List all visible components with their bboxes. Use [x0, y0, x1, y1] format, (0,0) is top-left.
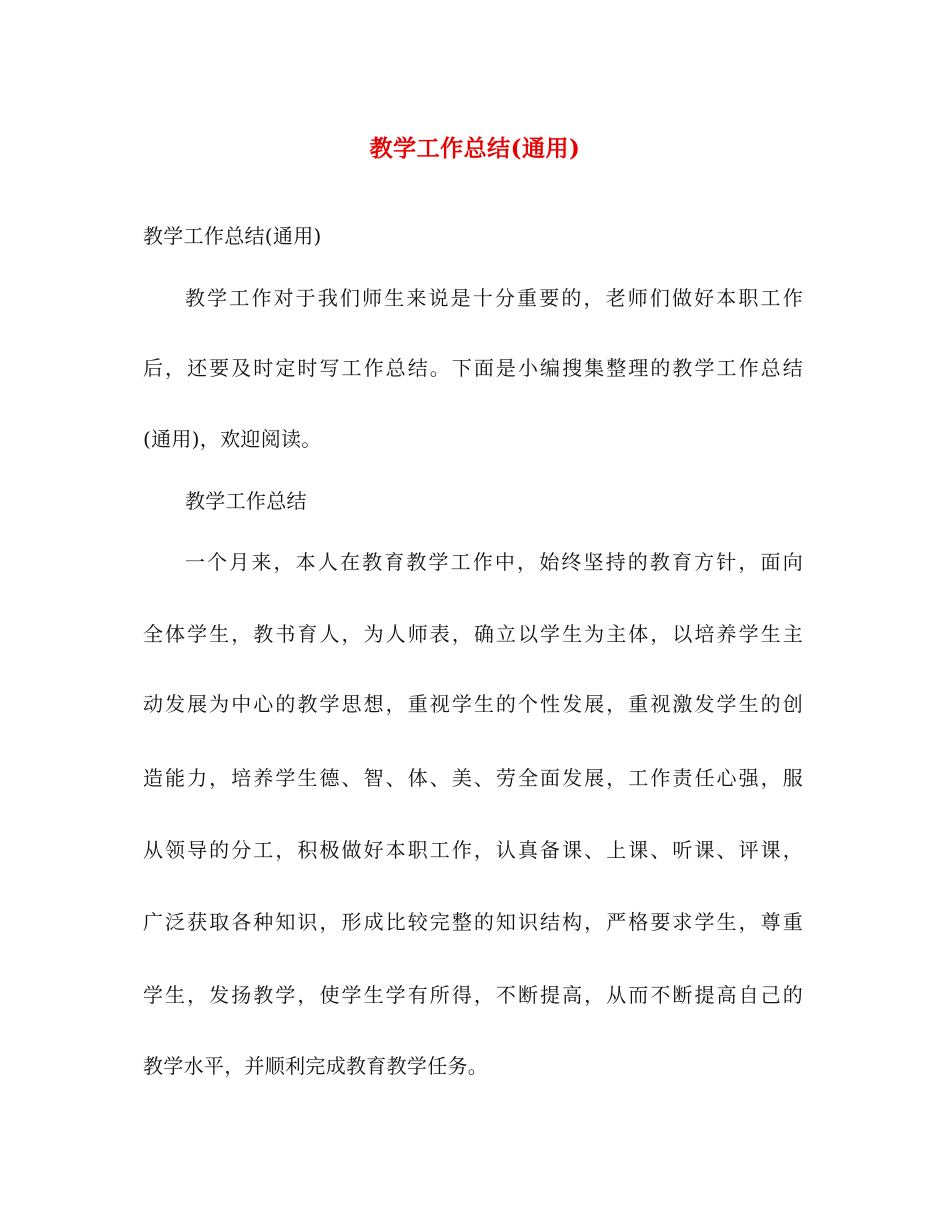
intro-line: 后，还要及时定时写工作总结。下面是小编搜集整理的教学工作总结: [143, 356, 803, 380]
document-title: 教学工作总结(通用): [369, 135, 581, 162]
body-line: 造能力，培养学生德、智、体、美、劳全面发展，工作责任心强，服: [143, 766, 803, 790]
intro-line: (通用)，欢迎阅读。: [143, 427, 322, 451]
body-line: 动发展为中心的教学思想，重视学生的个性发展，重视激发学生的创: [143, 692, 803, 716]
document-subtitle: 教学工作总结(通用): [143, 224, 322, 248]
body-line: 全体学生，教书育人，为人师表，确立以学生为主体，以培养学生主: [143, 622, 803, 646]
body-line: 学生，发扬教学，使学生学有所得，不断提高，从而不断提高自己的: [143, 983, 803, 1007]
intro-line: 教学工作对于我们师生来说是十分重要的，老师们做好本职工作: [185, 286, 803, 310]
body-line: 广泛获取各种知识，形成比较完整的知识结构，严格要求学生，尊重: [143, 910, 803, 934]
body-line: 一个月来，本人在教育教学工作中，始终坚持的教育方针，面向: [185, 550, 803, 574]
section-heading: 教学工作总结: [185, 489, 307, 513]
body-line: 教学水平，并顺利完成教育教学任务。: [143, 1054, 489, 1078]
body-line: 从领导的分工，积极做好本职工作，认真备课、上课、听课、评课，: [143, 838, 803, 862]
